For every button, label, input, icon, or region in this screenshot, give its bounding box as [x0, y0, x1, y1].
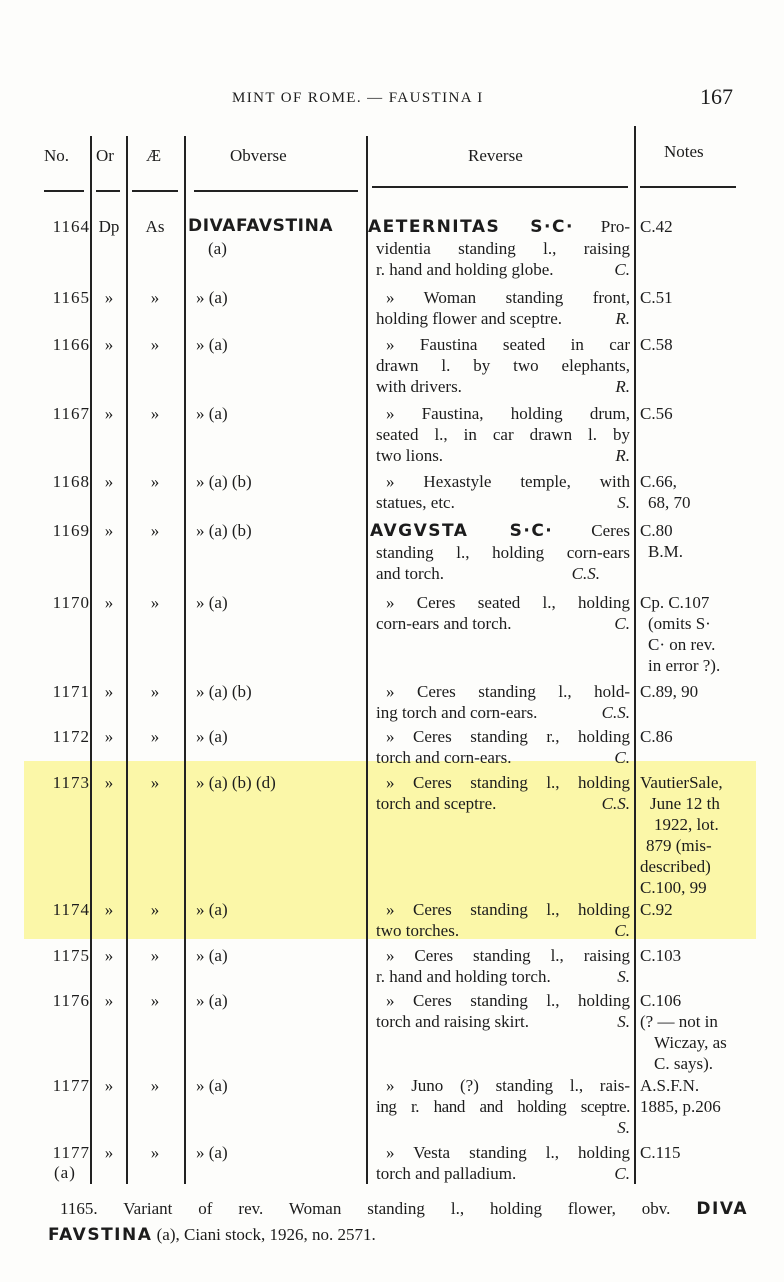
reverse-description: » Woman standing front, holding flower and sceptre. R.	[376, 288, 630, 328]
metal-or: »	[104, 991, 114, 1010]
metal-or: »	[104, 946, 114, 965]
obverse-variant: (a)	[208, 239, 227, 258]
header-rule	[194, 190, 358, 192]
notes: VautierSale, June 12 th 1922, lot. 879 (mis- described) C.100, 99	[640, 773, 723, 897]
metal-ae: »	[150, 900, 160, 919]
obverse: » (a) (b)	[196, 521, 252, 540]
obverse: » (a)	[196, 335, 228, 354]
metal-ae: »	[150, 946, 160, 965]
reverse-description: » Ceres standing l., hold- ing torch and corn-ears. C.S.	[376, 682, 630, 722]
obverse: » (a) (b) (d)	[196, 773, 276, 792]
entry-number: 1170	[52, 593, 90, 612]
obverse: » (a)	[196, 593, 228, 612]
metal-ae: As	[145, 217, 165, 236]
column-rule	[126, 136, 128, 1184]
col-head-or: Or	[96, 146, 114, 165]
rarity-mark: S.	[617, 967, 630, 986]
obverse: » (a)	[196, 288, 228, 307]
rarity-mark: R.	[615, 309, 630, 328]
obverse: » (a)	[196, 946, 228, 965]
reverse-legend: AVGVSTA S·C·	[370, 521, 554, 541]
entry-number: 1176	[52, 991, 90, 1010]
metal-or: »	[104, 593, 114, 612]
rarity-mark: C.S.	[571, 564, 600, 583]
rarity-mark: C.	[614, 748, 630, 767]
col-head-obverse: Obverse	[230, 146, 287, 165]
col-head-no: No.	[44, 146, 70, 165]
metal-ae: »	[150, 593, 160, 612]
metal-or: Dp	[98, 217, 120, 236]
rarity-mark: S.	[617, 1118, 630, 1137]
metal-or: »	[104, 521, 114, 540]
notes: C.115	[640, 1143, 681, 1162]
entry-number: 1164	[52, 217, 90, 236]
reverse-description: » Faustina, holding drum, seated l., in car drawn l. by two lions. R.	[376, 404, 630, 465]
footnote-number: 1165.	[60, 1199, 98, 1218]
col-head-notes: Notes	[664, 142, 704, 161]
column-rule	[634, 126, 636, 1184]
metal-ae: »	[150, 682, 160, 701]
entry-number: 1167	[52, 404, 90, 423]
header-rule	[372, 186, 628, 188]
obverse: » (a)	[196, 727, 228, 746]
reverse-description: AVGVSTA S·C· Ceres standing l., holding corn-ears and torch. C.S.	[370, 521, 630, 583]
entry-number: 1172	[52, 727, 90, 746]
metal-ae: »	[150, 521, 160, 540]
entry-number: 1174	[52, 900, 90, 919]
obverse-legend: DIVAFAVSTINA	[188, 216, 334, 236]
metal-or: »	[104, 1076, 114, 1095]
rarity-mark: R.	[615, 446, 630, 465]
rarity-mark: C.	[614, 1164, 630, 1183]
metal-ae: »	[150, 1076, 160, 1095]
entry-number: 1175	[52, 946, 90, 965]
notes: C.103	[640, 946, 682, 965]
obverse: » (a)	[196, 1076, 228, 1095]
obverse: » (a)	[196, 404, 228, 423]
reverse-description: » Faustina seated in car drawn l. by two elephants, with drivers. R.	[376, 335, 630, 396]
entry-number: 1168	[52, 472, 90, 491]
entry-number: 1171	[52, 682, 90, 701]
entry-number: 1177	[52, 1076, 90, 1095]
entry-number: 1169	[52, 521, 90, 540]
notes: C.51	[640, 288, 673, 307]
column-rule	[366, 136, 368, 1184]
metal-ae: »	[150, 773, 160, 792]
rarity-mark: C.	[614, 614, 630, 633]
header-rule	[132, 190, 178, 192]
reverse-description: » Hexastyle temple, with statues, etc. S.	[376, 472, 630, 512]
column-rule	[184, 136, 186, 1184]
col-head-ae: Æ	[146, 146, 162, 165]
rarity-mark: S.	[617, 493, 630, 512]
rarity-mark: C.S.	[601, 703, 630, 722]
notes: C.56	[640, 404, 673, 423]
rarity-mark: C.	[614, 260, 630, 279]
reverse-description: » Ceres standing l., raising r. hand and holding torch. S.	[376, 946, 630, 986]
metal-ae: »	[150, 1143, 160, 1162]
metal-or: »	[104, 727, 114, 746]
reverse-description: AETERNITAS S·C· Pro- videntia standing l., raising r. hand and holding globe. C.	[368, 217, 631, 279]
metal-or: »	[104, 900, 114, 919]
obverse: » (a)	[196, 900, 228, 919]
notes: C.89, 90	[640, 682, 699, 701]
header-rule	[96, 190, 120, 192]
notes: C.42	[640, 217, 673, 236]
metal-ae: »	[150, 288, 160, 307]
rarity-mark: R.	[615, 377, 630, 396]
metal-or: »	[104, 472, 114, 491]
rarity-mark: S.	[617, 1012, 630, 1031]
entry-number: 1177	[52, 1143, 90, 1162]
metal-or: »	[104, 404, 114, 423]
rarity-mark: C.S.	[601, 794, 630, 813]
entry-number: 1173	[52, 773, 90, 792]
running-title: MINT OF ROME. — FAUSTINA I	[232, 90, 484, 106]
reverse-description: » Vesta standing l., holding torch and palladium. C.	[376, 1143, 630, 1183]
metal-or: »	[104, 682, 114, 701]
metal-ae: »	[150, 335, 160, 354]
rarity-mark: C.	[614, 921, 630, 940]
col-head-reverse: Reverse	[468, 146, 523, 165]
footnote: 1165. Variant of rev. Woman standing l., holding flower, obv. DIVA FAVSTINA (a), Ciani stock, 1926, no. 2571.	[48, 1199, 748, 1245]
reverse-description: » Ceres seated l., holding corn-ears and torch. C.	[376, 593, 630, 633]
metal-ae: »	[150, 991, 160, 1010]
reverse-description: » Ceres standing l., holding torch and raising skirt. S.	[376, 991, 630, 1031]
header-rule	[640, 186, 736, 188]
notes: C.80 B.M.	[640, 521, 683, 561]
obverse: » (a) (b)	[196, 472, 252, 491]
metal-ae: »	[150, 472, 160, 491]
notes: A.S.F.N. 1885, p.206	[640, 1076, 721, 1116]
reverse-description: » Juno (?) standing l., rais- ing r. hand and holding sceptre. S.	[376, 1076, 630, 1137]
entry-number: 1165	[52, 288, 90, 307]
reverse-description: » Ceres standing l., holding torch and sceptre. C.S.	[376, 773, 630, 813]
page-number: 167	[700, 84, 733, 109]
obverse: » (a)	[196, 991, 228, 1010]
metal-ae: »	[150, 404, 160, 423]
header-rule	[44, 190, 84, 192]
notes: C.92	[640, 900, 673, 919]
metal-ae: »	[150, 727, 160, 746]
column-rule	[90, 136, 92, 1184]
metal-or: »	[104, 1143, 114, 1162]
obverse: » (a)	[196, 1143, 228, 1162]
notes: C.66, 68, 70	[640, 472, 691, 512]
reverse-legend: AETERNITAS S·C·	[368, 217, 574, 237]
reverse-description: » Ceres standing r., holding torch and corn-ears. C.	[376, 727, 630, 767]
metal-or: »	[104, 773, 114, 792]
notes: C.106 (? — not in Wiczay, as C. says).	[640, 991, 727, 1073]
obverse: » (a) (b)	[196, 682, 252, 701]
notes: Cp. C.107 (omits S· C· on rev. in error ?).	[640, 593, 721, 675]
metal-or: »	[104, 335, 114, 354]
reverse-description: » Ceres standing l., holding two torches. C.	[376, 900, 630, 940]
metal-or: »	[104, 288, 114, 307]
entry-number: 1166	[52, 335, 90, 354]
notes: C.58	[640, 335, 673, 354]
entry-number-suffix: (a)	[54, 1163, 76, 1182]
notes: C.86	[640, 727, 673, 746]
